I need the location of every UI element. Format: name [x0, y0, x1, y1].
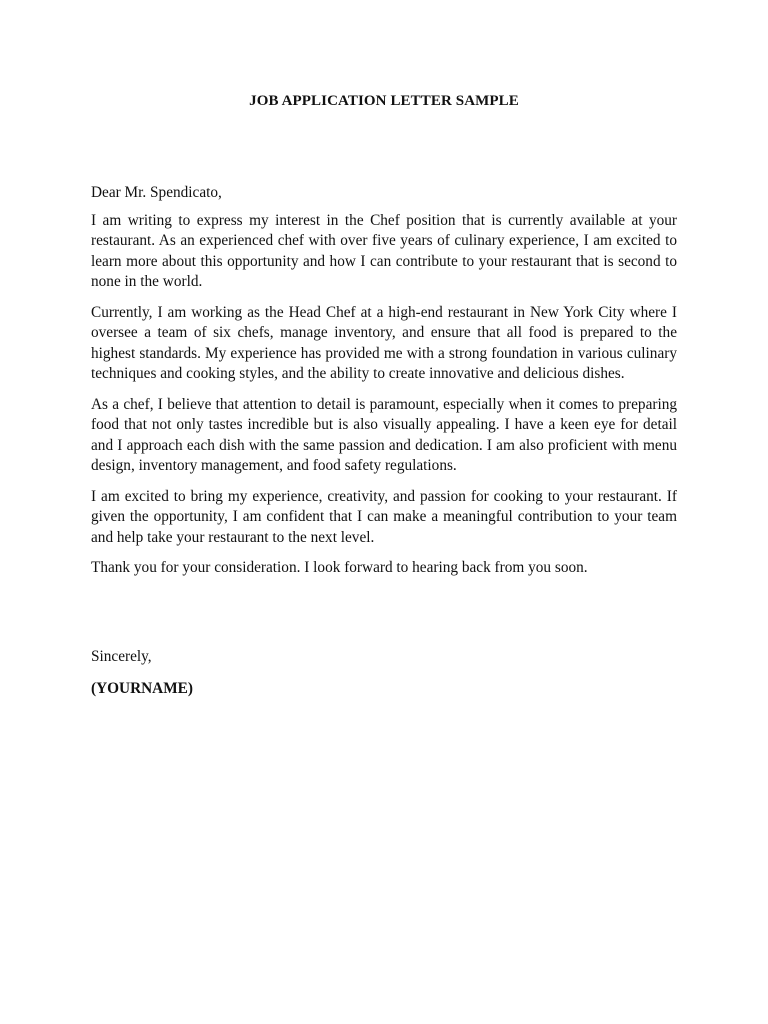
signature-name: (YOURNAME): [91, 679, 193, 697]
paragraph-intro: I am writing to express my interest in the Chef position that is currently available at your restaurant. As an experienced chef with over five years of culinary experience, I am excited to learn more about this opportunity and how I can contribute to your restaurant that is second to none in the world.: [91, 211, 677, 290]
letter-body: [91, 183, 677, 589]
salutation: Dear Mr. Spendicato,: [91, 184, 222, 201]
closing-sincerely: Sincerely,: [91, 648, 152, 665]
paragraph-thanks: Thank you for your consideration. I look forward to hearing back from you soon.: [91, 559, 588, 576]
paragraph-excitement: I am excited to bring my experience, creativity, and passion for cooking to your restaurant. If given the opportunity, I am confident that I can make a meaningful contribution to your team and help take your restaurant to the next level.: [91, 487, 677, 546]
paragraph-attention-to-detail: As a chef, I believe that attention to detail is paramount, especially when it comes to preparing food that not only tastes incredible but is also visually appealing. I have a keen eye for detail and I approach each dish with the same passion and dedication. I am also proficient with menu design, inventory management, and food safety regulations.: [91, 395, 677, 474]
document-title: JOB APPLICATION LETTER SAMPLE: [249, 93, 519, 109]
paragraph-current-role: Currently, I am working as the Head Chef at a high-end restaurant in New York City where I oversee a team of six chefs, manage inventory, and ensure that all food is prepared to the highest standards. My experience has provided me with a strong foundation in various culinary techniques and cooking styles, and the ability to create innovative and delicious dishes.: [91, 303, 677, 382]
closing-block: [91, 647, 193, 699]
